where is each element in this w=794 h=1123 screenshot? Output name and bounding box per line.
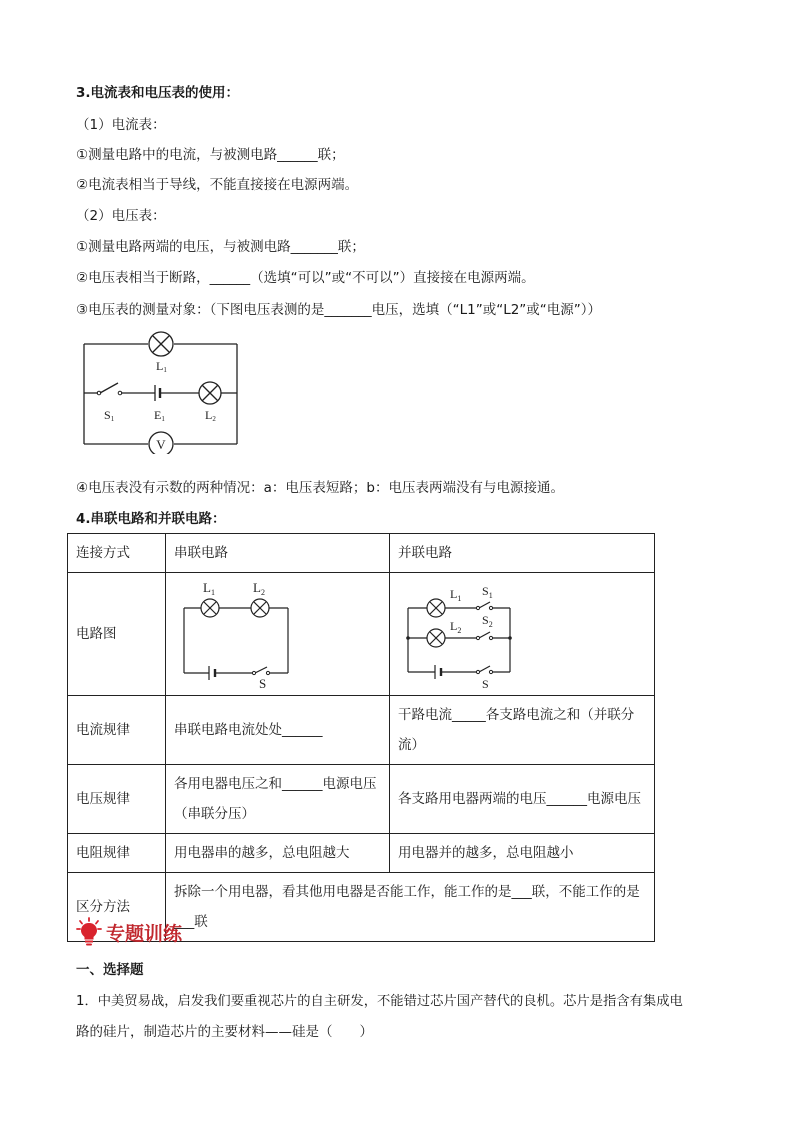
voltmeter-title: （2）电压表： [76, 208, 166, 224]
question-1-line-1: 1．中美贸易战，启发我们要重视芯片的自主研发，不能错过芯片国产替代的良机。芯片是指含有集成电 [76, 994, 683, 1009]
parallel-label-s2: S [482, 612, 489, 627]
svg-text:S1 [482, 584, 493, 600]
parallel-label-l2-sub: 2 [457, 625, 462, 635]
voltmeter-icon [149, 432, 173, 454]
parallel-label-s1: S [482, 583, 489, 598]
voltmeter-label: V [156, 437, 166, 452]
parallel-circuit-diagram [390, 574, 653, 695]
table-row [68, 573, 655, 696]
row-label-voltage: 电压规律 [68, 765, 166, 834]
row-label-current: 电流规律 [68, 696, 166, 765]
question-1-line-2: 路的硅片，制造芯片的主要材料——硅是（ ） [76, 1024, 373, 1040]
label-e1: E [154, 408, 162, 422]
svg-text:L2 [253, 580, 265, 597]
lightbulb-icon [76, 917, 102, 947]
label-l1: L [156, 359, 164, 373]
table-row [68, 834, 655, 873]
ammeter-title: （1）电流表： [76, 117, 166, 133]
label-s1-sub: 1 [110, 415, 115, 423]
parallel-label-l1: L [450, 586, 458, 601]
svg-text:E1 [154, 408, 165, 423]
subsection-multiple-choice: 一、选择题 [76, 962, 144, 978]
series-label-l2: L [253, 579, 261, 595]
series-circuit-diagram [166, 574, 388, 695]
voltmeter-item-2: ②电压表相当于断路，______（选填“可以”或“不可以”）直接接在电源两端。 [76, 270, 535, 286]
svg-text:L1 [203, 580, 215, 597]
svg-text:L2 [205, 408, 216, 423]
series-bulb-l2-icon [251, 599, 269, 617]
section-title: 专题训练 [106, 922, 183, 945]
heading-ammeter-voltmeter: 3.电流表和电压表的使用： [76, 85, 240, 101]
table-row [68, 765, 655, 834]
series-label-l2-sub: 2 [260, 587, 265, 597]
voltmeter-circuit-diagram [78, 326, 244, 454]
parallel-voltage-rule: 各支路用电器两端的电压______电源电压 [390, 765, 655, 834]
parallel-bulb-l1-icon [427, 599, 445, 617]
header-cell: 连接方式 [68, 534, 166, 573]
svg-text:S2 [482, 613, 493, 629]
row-label-diagram: 电路图 [68, 573, 166, 696]
parallel-label-s2-sub: 2 [488, 619, 493, 629]
row-label-resistance: 电阻规律 [68, 834, 166, 873]
parallel-current-rule: 干路电流_____各支路电流之和（并联分流） [390, 696, 655, 765]
parallel-diagram-cell [390, 573, 655, 696]
parallel-label-s1-sub: 1 [488, 590, 493, 600]
svg-text:S1 [104, 408, 115, 423]
svg-text:L2 [450, 619, 461, 635]
series-bulb-l1-icon [201, 599, 219, 617]
comparison-table [67, 533, 655, 942]
label-l1-sub: 1 [163, 366, 167, 374]
label-l2-sub: 2 [212, 415, 216, 423]
heading-series-parallel: 4.串联电路和并联电路： [76, 511, 226, 527]
method-description: 拆除一个用电器，看其他用电器是否能工作，能工作的是___联，不能工作的是___联 [166, 873, 655, 942]
svg-text:L1 [156, 359, 167, 374]
table-row [68, 696, 655, 765]
label-e1-sub: 1 [161, 415, 165, 423]
voltmeter-item-4: ④电压表没有示数的两种情况：a：电压表短路；b：电压表两端没有与电源接通。 [76, 480, 564, 496]
voltmeter-item-3: ③电压表的测量对象：（下图电压表测的是_______电压，选填（“L1”或“L2”或“电源”）） [76, 302, 602, 318]
ammeter-item-1: ①测量电路中的电流，与被测电路______联； [76, 147, 345, 163]
section-header [76, 917, 182, 947]
series-label-l1: L [203, 579, 211, 595]
parallel-label-l2: L [450, 618, 458, 633]
bulb-l2-icon [199, 382, 221, 404]
parallel-label-s: S [482, 676, 489, 691]
series-voltage-rule: 各用电器电压之和______电源电压（串联分压） [166, 765, 390, 834]
header-cell: 并联电路 [390, 534, 655, 573]
series-label-l1-sub: 1 [210, 587, 215, 597]
svg-text:L1 [450, 587, 461, 603]
table-row [68, 534, 655, 573]
label-l2: L [205, 408, 213, 422]
parallel-label-l1-sub: 1 [457, 593, 462, 603]
bulb-l1-icon [149, 332, 173, 356]
series-current-rule: 串联电路电流处处______ [166, 696, 390, 765]
voltmeter-item-1: ①测量电路两端的电压，与被测电路_______联； [76, 239, 365, 255]
series-resistance-rule: 用电器串的越多，总电阻越大 [166, 834, 390, 873]
series-diagram-cell [166, 573, 390, 696]
label-s1: S [104, 408, 111, 422]
ammeter-item-2: ②电流表相当于导线，不能直接接在电源两端。 [76, 177, 359, 193]
parallel-resistance-rule: 用电器并的越多，总电阻越小 [390, 834, 655, 873]
parallel-bulb-l2-icon [427, 629, 445, 647]
row-label-method: 区分方法 [68, 873, 166, 942]
header-cell: 串联电路 [166, 534, 390, 573]
series-label-s: S [259, 675, 267, 691]
